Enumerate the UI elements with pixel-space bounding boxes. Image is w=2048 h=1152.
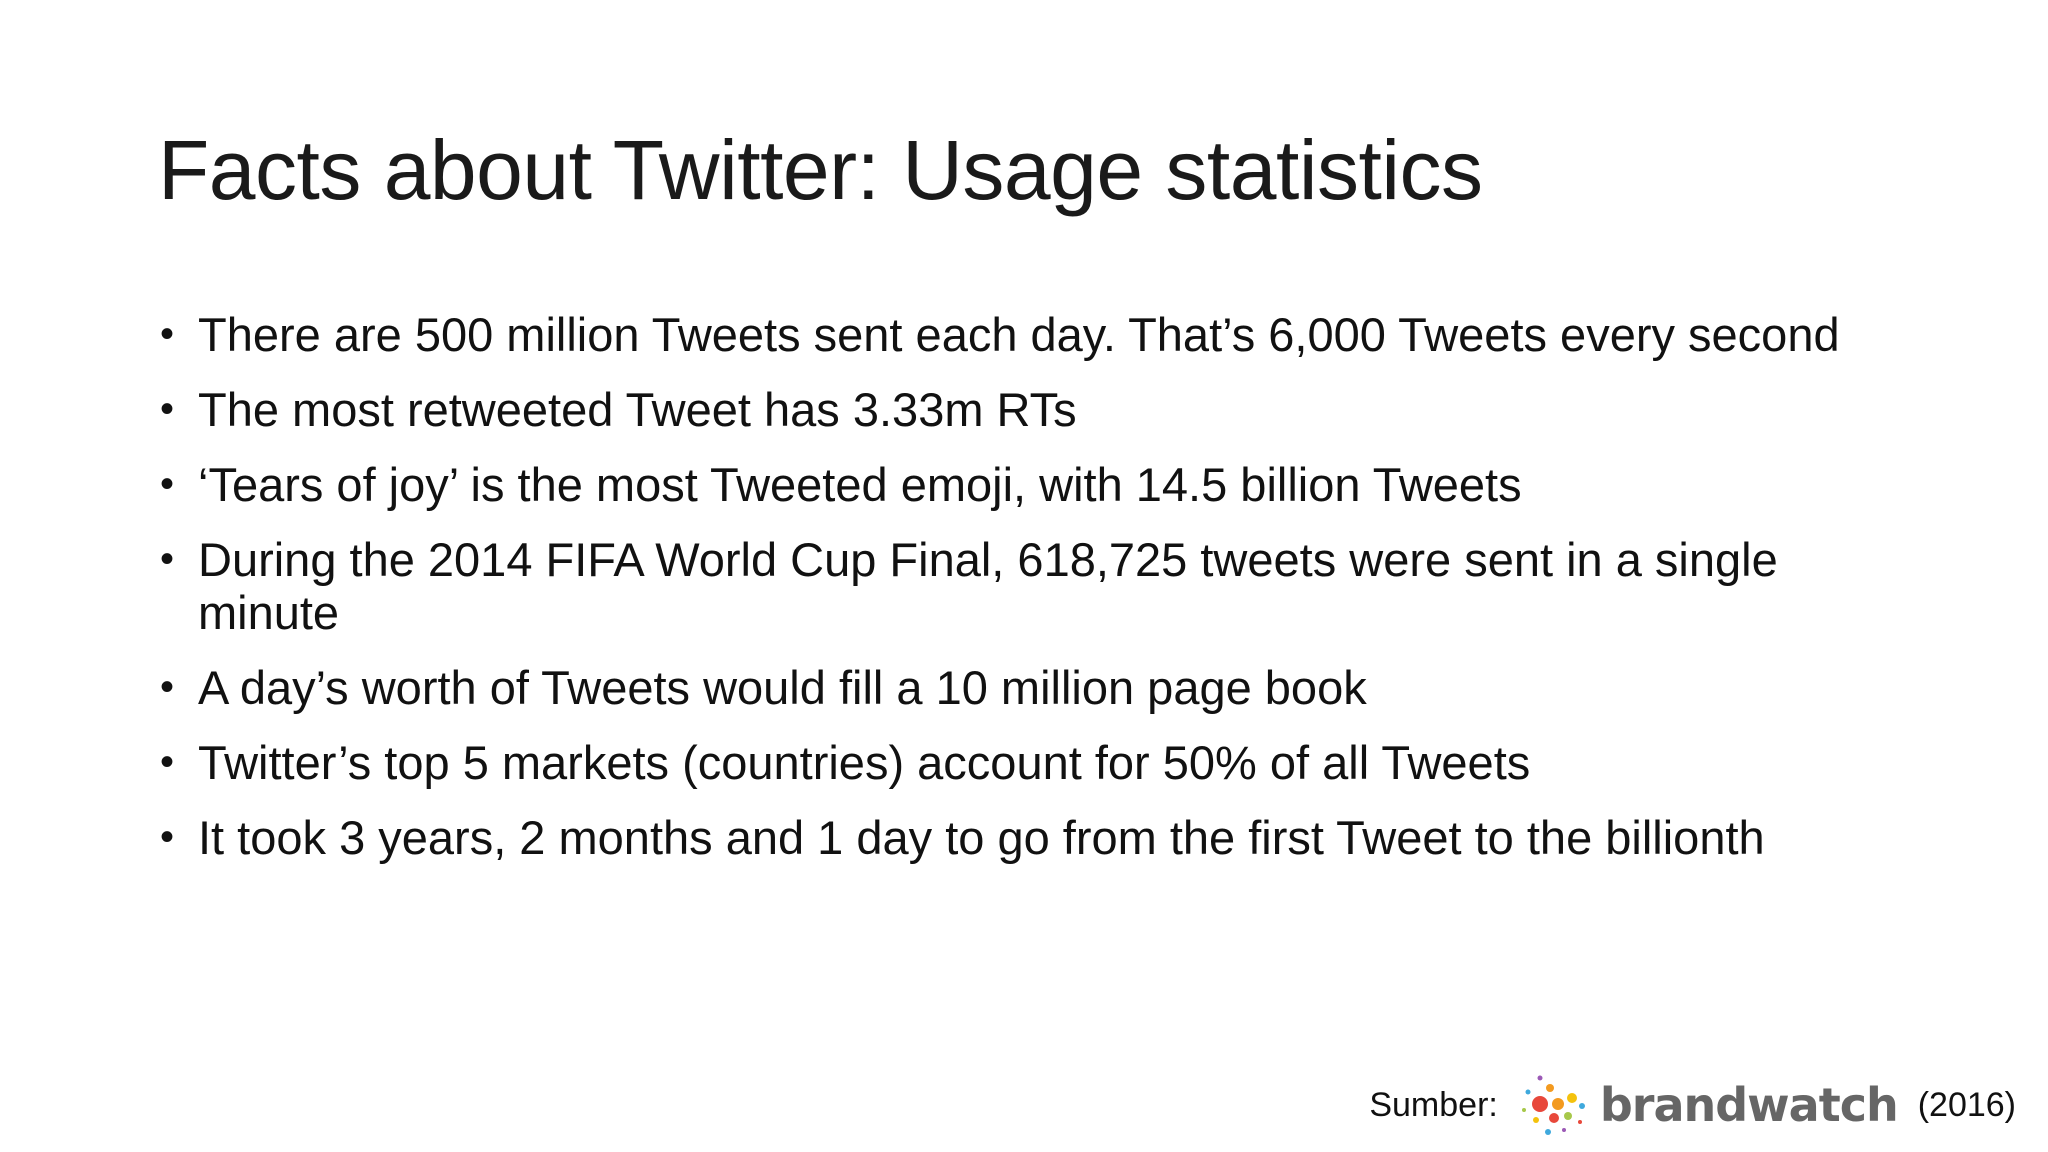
bullet-item <box>158 533 1918 639</box>
brandwatch-logo-text: brandwatch <box>1599 1078 1898 1132</box>
bullet-item <box>158 736 1918 789</box>
bullet-marker: • <box>160 312 175 356</box>
bullet-text: A day’s worth of Tweets would fill a 10 million page book <box>198 661 1367 714</box>
source-label: Sumber: <box>1369 1085 1498 1124</box>
bullet-item <box>158 811 1918 864</box>
bullet-marker: • <box>160 387 175 431</box>
brandwatch-dots-icon <box>1518 1070 1592 1140</box>
bullet-marker: • <box>160 537 175 581</box>
bullet-list <box>158 308 1918 886</box>
bullet-text: There are 500 million Tweets sent each day. That’s 6,000 Tweets every second <box>198 308 1840 361</box>
slide-title: Facts about Twitter: Usage statistics <box>158 123 1483 217</box>
bullet-text: The most retweeted Tweet has 3.33m RTs <box>198 383 1077 436</box>
brandwatch-logo <box>1518 1070 1898 1140</box>
bullet-marker: • <box>160 462 175 506</box>
source-year: (2016) <box>1917 1085 2016 1124</box>
bullet-text: ‘Tears of joy’ is the most Tweeted emoji, with 14.5 billion Tweets <box>198 458 1522 511</box>
bullet-text: Twitter’s top 5 markets (countries) account for 50% of all Tweets <box>198 736 1531 789</box>
bullet-marker: • <box>160 665 175 709</box>
bullet-item <box>158 383 1918 436</box>
bullet-text: It took 3 years, 2 months and 1 day to go from the first Tweet to the billionth <box>198 811 1765 864</box>
bullet-item <box>158 308 1918 361</box>
bullet-marker: • <box>160 815 175 859</box>
bullet-item <box>158 661 1918 714</box>
bullet-marker: • <box>160 740 175 784</box>
bullet-item <box>158 458 1918 511</box>
source-attribution <box>1369 1070 2016 1140</box>
bullet-text: During the 2014 FIFA World Cup Final, 618,725 tweets were sent in a single minute <box>198 533 1778 639</box>
